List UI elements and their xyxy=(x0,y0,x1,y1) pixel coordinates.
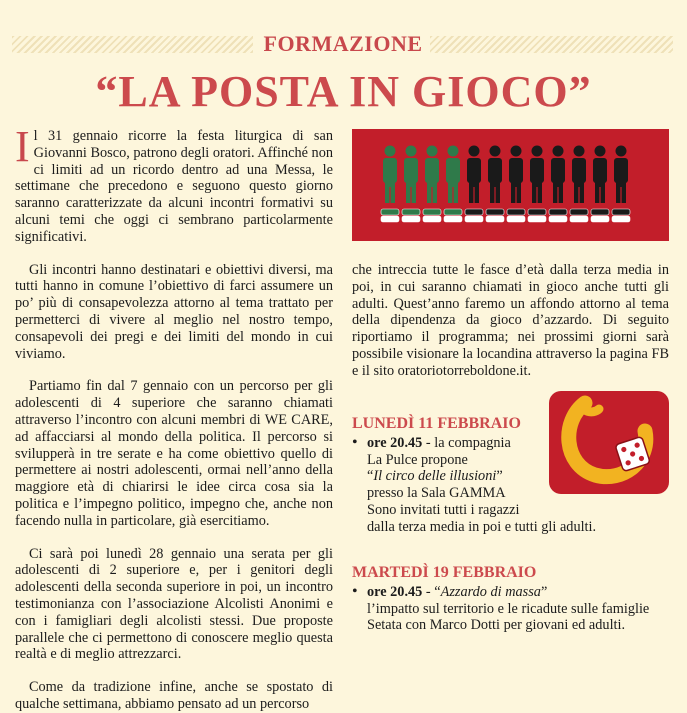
event-2-date: MARTEDÌ 19 FEBBRAIO xyxy=(352,564,537,581)
event-2-time: ore 20.45 xyxy=(367,583,423,600)
intro-paragraph: Il 31 gennaio ricorre la festa liturgica di san Giovanni Bosco, patrono degli oratori. Affinché non ci limiti ad un ricordo dentro ad una Messa, le settimane che precedono e seguono questo giorno saranno caratterizzate da alcuni incontri formativi su alcuni temi che oggi ci sembrano particolarmente significativi. xyxy=(15,122,333,245)
paragraph-5: Come da tradizione infine, anche se spostato di qualche settimana, abbiamo pensato ad un percorso xyxy=(15,679,333,712)
person-figure-icon xyxy=(549,146,567,223)
page-title: “LA POSTA IN GIOCO” xyxy=(95,67,592,116)
people-gambling-illustration xyxy=(352,129,669,241)
person-figure-icon xyxy=(612,146,630,223)
paragraph-2: Gli incontri hanno destinatari e obiettivi diversi, ma tutti hanno in comune l’obiettivo di farci assumere un po’ più di consapevolezza attorno al tema trattato per permetterci di vivere al meglio nel nostro tempo, consapevoli dei pregi e dei limiti del mondo in cui viviamo. xyxy=(15,261,333,362)
person-figure-icon xyxy=(444,146,462,223)
event-2-title: Azzardo di massa xyxy=(440,583,541,600)
bullet-icon xyxy=(352,435,367,519)
header-hatch-left xyxy=(12,36,253,53)
drop-cap: I xyxy=(15,122,30,171)
section-title: FORMAZIONE xyxy=(263,31,423,56)
header-hatch-right xyxy=(430,36,673,53)
left-column xyxy=(15,122,333,713)
person-figure-icon xyxy=(423,146,441,223)
paragraph-3: Partiamo fin dal 7 gennaio con un percorso per gli adolescenti di 4 superiore che saranno chiamati attraverso l’incontro con alcuni membri di WE CARE, ad affacciarsi al mondo della politica. Il percorso si svilupperà in tre serate e ha come obiettivo quello di permettere ai nostri adolescenti, ormai nell’anno della maggiore età di chiarirsi le idee circa cosa sia la politica e l’impegno politico, impegno che, anche non facendo nulla in particolare, già esercitiamo. xyxy=(15,378,333,529)
person-figure-icon xyxy=(381,146,399,223)
person-figure-icon xyxy=(402,146,420,223)
person-figure-icon xyxy=(528,146,546,223)
bullet-icon xyxy=(352,584,367,601)
right-column xyxy=(352,262,669,380)
right-paragraph: che intreccia tutte le fasce d’età dalla terza media in poi, in cui saranno chiamati in gioco anche tutti gli adulti. Quest’anno faremo un affondo attorno al tema della dipendenza da gioco d’azzardo. Di seguito riportiamo il programma; nei prossimi giorni sarà possibile visionare la locandina attraverso la pagina FB e il sito oratoriotorreboldone.it. xyxy=(352,262,669,379)
person-figure-icon xyxy=(507,146,525,223)
event-1-time: ore 20.45 xyxy=(367,434,423,451)
event-1: LUNEDÌ 11 FEBBRAIO • ore 20.45 - la compagnia La Pulce propone “Il circo delle illusioni” presso la Sala GAMMA Sono invitati tutti i ragazzi dalla terza media in poi e tutti gli adulti. xyxy=(352,416,672,536)
person-figure-icon xyxy=(570,146,588,223)
person-figure-icon xyxy=(486,146,504,223)
event-2: MARTEDÌ 19 FEBBRAIO • ore 20.45 - “Azzardo di massa” l’impatto sul territorio e le ricadute sulle famiglie Setata con Marco Dotti per giovani ed adulti. xyxy=(352,565,672,634)
event-1-title: Il circo delle illusioni xyxy=(373,468,497,485)
person-figure-icon xyxy=(465,146,483,223)
person-figure-icon xyxy=(591,146,609,223)
horseshoe-dice-icon xyxy=(549,391,669,494)
paragraph-4: Ci sarà poi lunedì 28 gennaio una serata per gli adolescenti di 2 superiore e, per i genitori degli adolescenti della seconda superiore in poi, un incontro testimonianza con l’associazione Alcolisti Anonimi e con i famigliari degli alcolisti stessi. Due proposte parallele che ci permettono di conoscere meglio questa realtà e di meglio attrezzarci. xyxy=(15,545,333,663)
event-1-date: LUNEDÌ 11 FEBBRAIO xyxy=(352,415,521,432)
